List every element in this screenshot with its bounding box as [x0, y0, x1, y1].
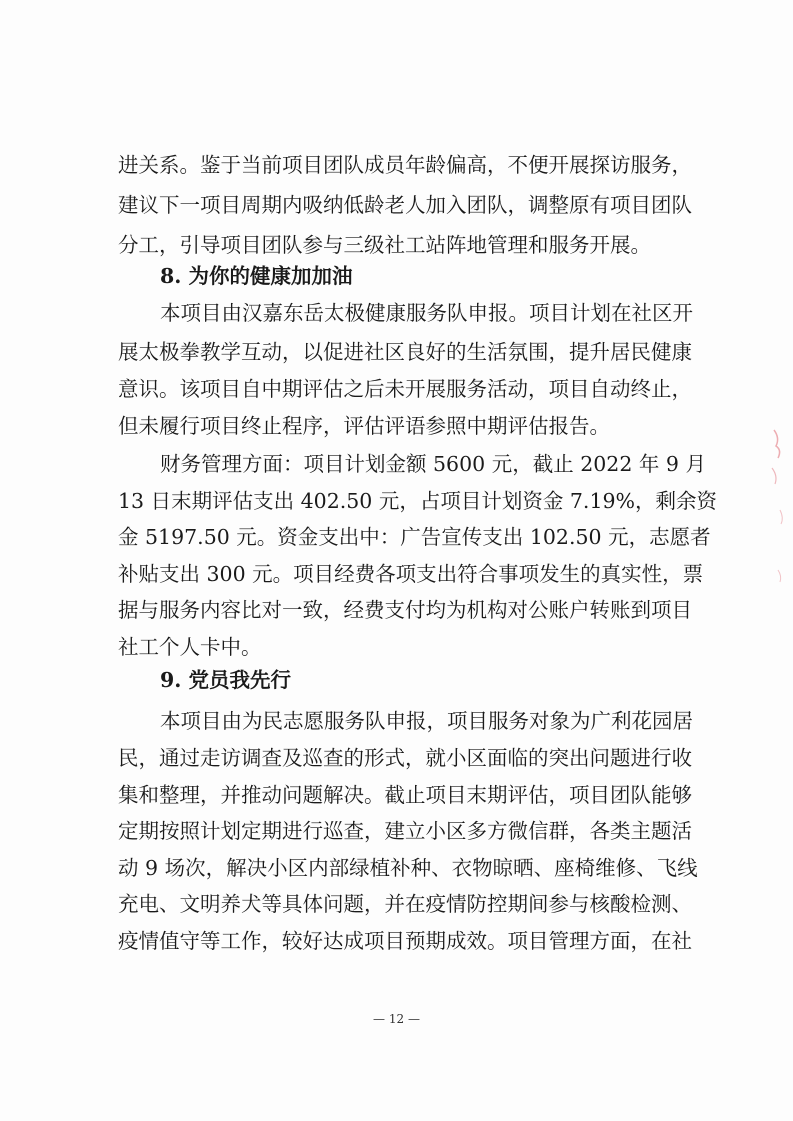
- section-heading-9: 9. 党员我先行: [160, 668, 292, 692]
- paragraph-line: 疫情值守等工作，较好达成项目预期成效。项目管理方面，在社: [118, 929, 692, 953]
- paragraph-line: 民，通过走访调查及巡查的形式，就小区面临的突出问题进行收: [118, 746, 692, 770]
- paragraph-line: 补贴支出 300 元。项目经费各项支出符合事项发生的真实性，票: [118, 562, 704, 586]
- paragraph-line: 进关系。鉴于当前项目团队成员年龄偏高，不便开展探访服务，: [118, 153, 692, 177]
- page-number: — 12 —: [373, 1012, 420, 1026]
- paragraph-line: 集和整理，并推动问题解决。截止项目末期评估，项目团队能够: [118, 783, 692, 807]
- paragraph-line: 13 日末期评估支出 402.50 元，占项目计划资金 7.19%，剩余资: [118, 489, 718, 513]
- margin-stamp-mark: [768, 420, 790, 590]
- section-heading-8: 8. 为你的健康加加油: [160, 264, 353, 288]
- paragraph-line: 本项目由为民志愿服务队申报，项目服务对象为广利花园居: [160, 709, 693, 733]
- paragraph-line: 充电、文明养犬等具体问题，并在疫情防控期间参与核酸检测、: [118, 892, 692, 916]
- paragraph-line: 本项目由汉嘉东岳太极健康服务队申报。项目计划在社区开: [160, 301, 693, 325]
- paragraph-line: 社工个人卡中。: [118, 635, 262, 659]
- paragraph-line: 建议下一项目周期内吸纳低龄老人加入团队，调整原有项目团队: [118, 193, 692, 217]
- paragraph-line: 意识。该项目自中期评估之后未开展服务活动，项目自动终止，: [118, 377, 692, 401]
- paragraph-line: 定期按照计划定期进行巡查，建立小区多方微信群，各类主题活: [118, 819, 692, 843]
- paragraph-line: 分工，引导项目团队参与三级社工站阵地管理和服务开展。: [118, 233, 651, 257]
- paragraph-line: 金 5197.50 元。资金支出中：广告宣传支出 102.50 元，志愿者: [118, 525, 711, 549]
- paragraph-line: 但未履行项目终止程序，评估评语参照中期评估报告。: [118, 414, 610, 438]
- paragraph-line: 展太极拳教学互动，以促进社区良好的生活氛围，提升居民健康: [118, 340, 692, 364]
- paragraph-line: 财务管理方面：项目计划金额 5600 元，截止 2022 年 9 月: [160, 452, 706, 476]
- paragraph-line: 据与服务内容比对一致，经费支付均为机构对公账户转账到项目: [118, 598, 692, 622]
- paragraph-line: 动 9 场次，解决小区内部绿植补种、衣物晾晒、座椅维修、飞线: [118, 856, 698, 880]
